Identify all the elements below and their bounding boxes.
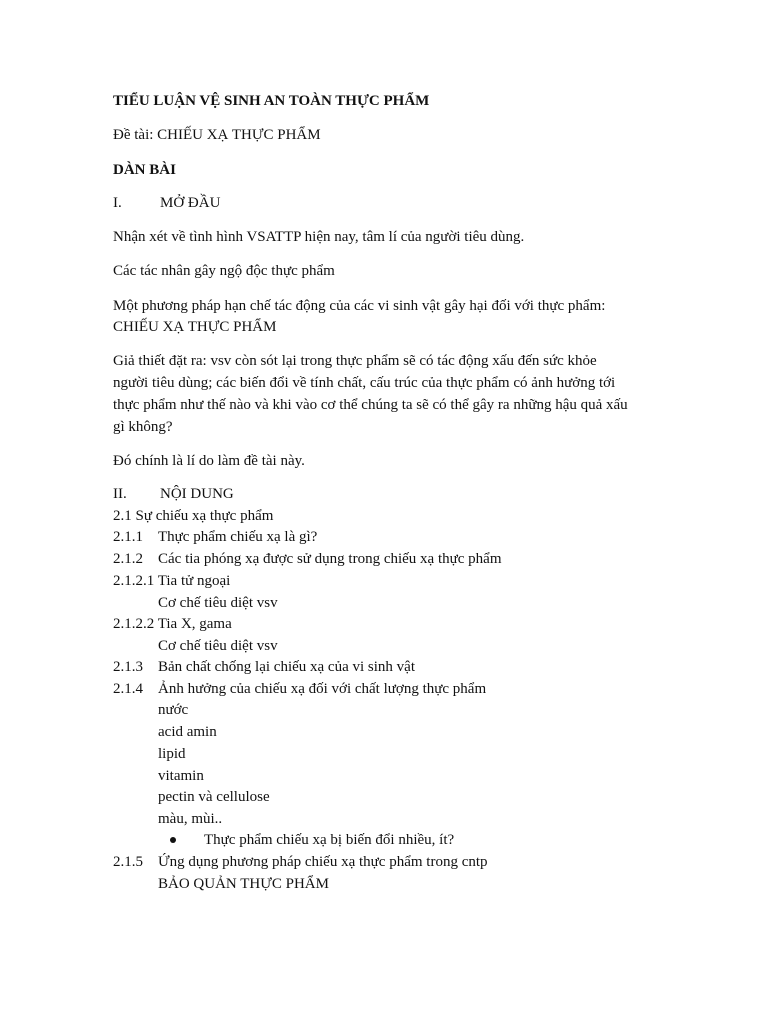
intro-paragraph-4-line-2: người tiêu dùng; các biến đổi về tính chất, cấu trúc của thực phẩm có ảnh hưởng tới	[113, 375, 616, 391]
intro-paragraph-4-line-1: Giả thiết đặt ra: vsv còn sót lại trong thực phẩm sẽ có tác động xấu đến sức khỏe	[113, 353, 597, 369]
outline-subitem-water: nước	[158, 702, 189, 718]
document-page: TIỂU LUẬN VỆ SINH AN TOÀN THỰC PHẨM Đề tài: CHIẾU XẠ THỰC PHẨM DÀN BÀI I. MỞ ĐẦU Nhận xét về tình hình VSATTP hiện nay, tâm lí của người tiêu dùng. Các tác nhân gây ngộ độc thực phẩm Một phương pháp hạn chế tác động của các vi sinh vật gây hại đối với thực phẩm: CHIẾU XẠ THỰC PHẨM Giả thiết đặt ra: vsv còn sót lại trong thực phẩm sẽ có tác động xấu đến sức khỏe người tiêu dùng; các biến đổi về tính chất, cấu trúc của thực phẩm có ảnh hưởng tới thực phẩm như thế nào và khi vào cơ thể chúng ta sẽ có thể gây ra những hậu quả xấu gì không? Đó chính là lí do làm đề tài này. II. NỘI DUNG 2.1 Sự chiếu xạ thực phẩm 2.1.1 Thực phẩm chiếu xạ là gì? 2.1.2 Các tia phóng xạ được sử dụng trong chiếu xạ thực phẩm 2.1.2.1 Tia tử ngoại Cơ chế tiêu diệt vsv 2.1.2.2 Tia X, gama Cơ chế tiêu diệt vsv 2.1.3 Bản chất chống lại chiếu xạ của vi sinh vật 2.1.4 Ảnh hưởng của chiếu xạ đối với chất lượng thực phẩm nước acid amin lipid vitamin pectin và cellulose màu, mùi.. Thực phẩm chiếu xạ bị biến đổi nhiều, ít? 2.1.5 Ứng dụng phương pháp chiếu xạ thực phẩm trong cntp BẢO QUẢN THỰC PHẨM	[0, 0, 768, 1024]
intro-paragraph-3-line-2: CHIẾU XẠ THỰC PHẨM	[113, 319, 277, 335]
outline-subitem-amino-acid: acid amin	[158, 724, 217, 740]
outline-subitem-color-smell: màu, mùi..	[158, 811, 223, 827]
outline-subitem-mechanism-uv: Cơ chế tiêu diệt vsv	[158, 595, 278, 611]
intro-paragraph-4-line-3: thực phẩm như thế nào và khi vào cơ thể chúng ta sẽ có thể gây ra những hậu quả xấu	[113, 397, 628, 413]
outline-subitem-preservation: BẢO QUẢN THỰC PHẨM	[158, 876, 329, 892]
section-1-number: I.	[113, 195, 122, 211]
outline-subitem-pectin: pectin và cellulose	[158, 789, 270, 805]
section-1-title: MỞ ĐẦU	[160, 195, 221, 211]
intro-paragraph-2: Các tác nhân gây ngộ độc thực phẩm	[113, 263, 335, 279]
outline-subitem-mechanism-xray: Cơ chế tiêu diệt vsv	[158, 638, 278, 654]
outline-subitem-vitamin: vitamin	[158, 768, 204, 784]
outline-subitem-lipid: lipid	[158, 746, 186, 762]
document-title: TIỂU LUẬN VỆ SINH AN TOÀN THỰC PHẨM	[113, 93, 430, 109]
intro-paragraph-4-line-4: gì không?	[113, 419, 173, 435]
outline-heading: DÀN BÀI	[113, 162, 176, 178]
intro-paragraph-3-line-1: Một phương pháp hạn chế tác động của các vi sinh vật gây hại đối với thực phẩm:	[113, 298, 606, 314]
section-2-title: NỘI DUNG	[160, 486, 234, 502]
bullet-icon	[170, 837, 176, 843]
section-2-number: II.	[113, 486, 127, 502]
intro-paragraph-5: Đó chính là lí do làm đề tài này.	[113, 453, 305, 469]
document-topic: Đề tài: CHIẾU XẠ THỰC PHẨM	[113, 127, 321, 143]
intro-paragraph-1: Nhận xét về tình hình VSATTP hiện nay, tâm lí của người tiêu dùng.	[113, 229, 525, 245]
